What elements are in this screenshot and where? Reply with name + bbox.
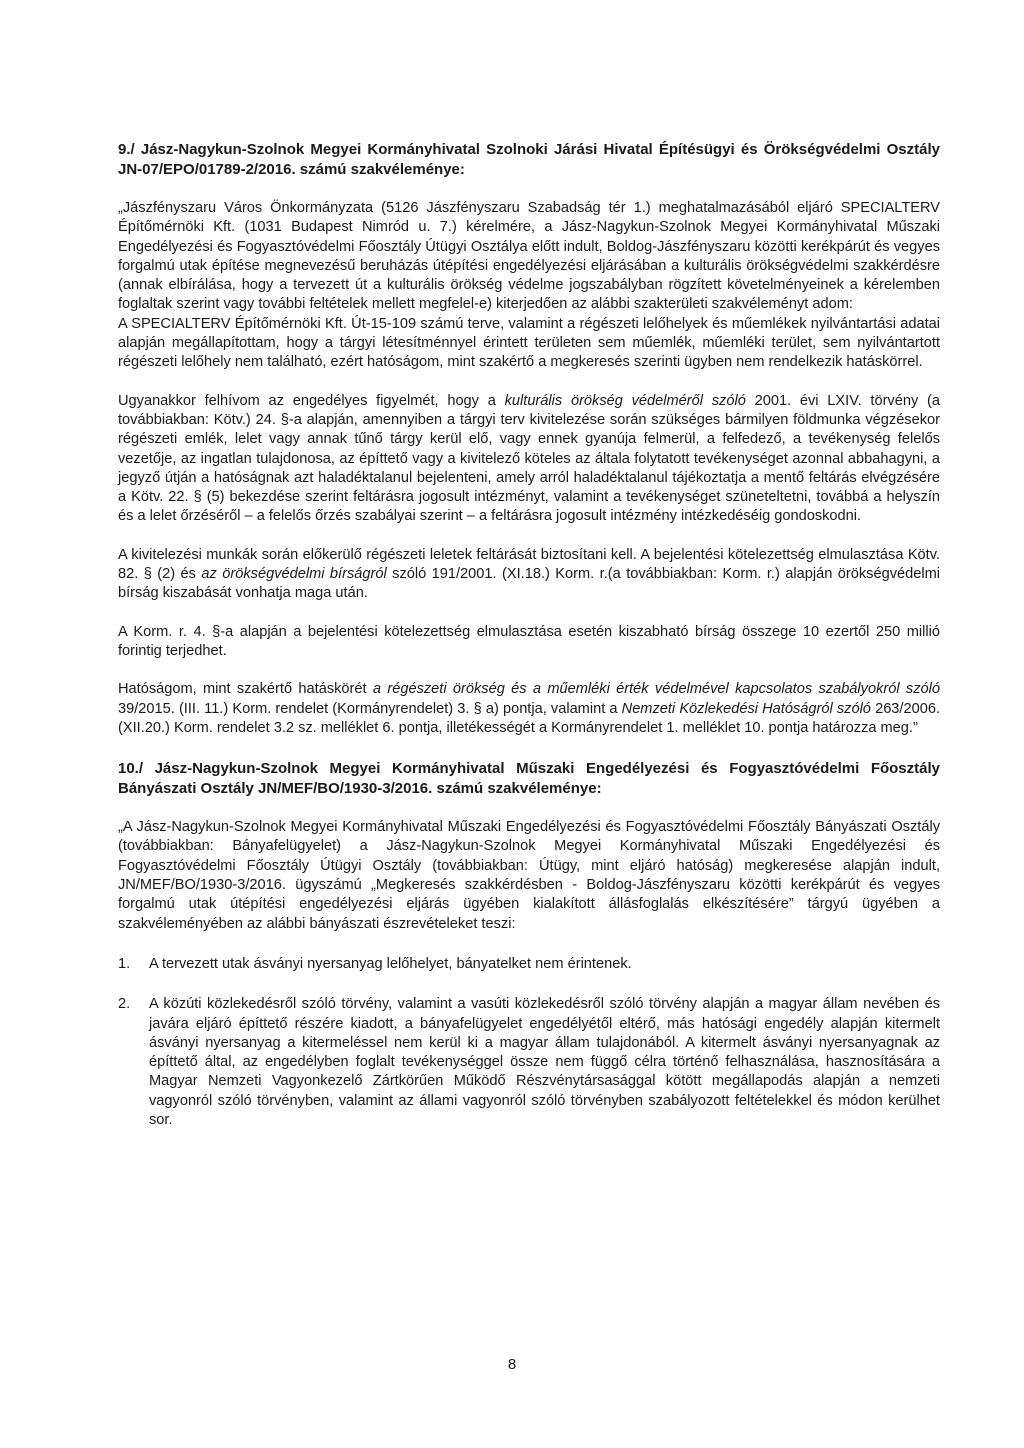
- list-item-text: A közúti közlekedésről szóló törvény, valamint a vasúti közlekedésről szóló törvény alapján a magyar állam nevében és javára eljáró építtető részére kiadott, a bányafelügyelet engedélyétől eltérő, más hatósági engedély alapján kitermelt ásványi nyersanyag a kitermeléssel nem kerül ki a magyar állam tulajdonából. A kitermelt ásványi nyersanyagnak az építtető által, az engedélyben foglalt tevékenységgel össze nem függő célra történő felhasználása, hasznosítására a Magyar Nemzeti Vagyonkezelő Zártkörűen Működő Részvénytársasággal kötött megállapodás alapján a nemzeti vagyonról szóló törvényben, valamint az állami vagyonról szóló törvényben szabályozott feltételekkel és módon kerülhet sor.: [149, 996, 940, 1128]
- section-9-heading: 9./ Jász-Nagykun-Szolnok Megyei Kormányhivatal Szolnoki Járási Hivatal Építésügyi és Örökségvédelmi Osztály JN-07/EPO/01789-2/2016. számú szakvéleménye:: [118, 141, 940, 178]
- section-9-paragraph-1-text: „Jászfényszaru Város Önkormányzata (5126 Jászfényszaru Szabadság tér 1.) meghatalmazásából eljáró SPECIALTERV Építőmérnöki Kft. (1031 Budapest Nimród u. 7.) kérelmére, a Jász-Nagykun-Szolnok Megyei Kormányhivatal Műszaki Engedélyezési és Fogyasztóvédelmi Főosztály Útügyi Osztálya előtt indult, Boldog-Jászfényszaru közötti kerékpárút és vegyes forgalmú utak építése megnevezésű beruházás útépítési engedélyezési eljárásában a kulturális örökségvédelmi szakkérdésre (annak elbírálása, hogy a tervezett út a kulturális örökség védelme jogszabályban rögzített követelményeinek a kérelemben foglaltak szerint vagy további feltételek mellett megfelel-e) kiterjedően az alábbi szakterületi szakvéleményt adom:: [118, 200, 940, 313]
- section-9-paragraph-1b-text: A SPECIALTERV Építőmérnöki Kft. Út-15-109 számú terve, valamint a régészeti lelőhelyek és műemlékek nyilvántartási adatai alapján megállapítottam, hogy a tárgyi létesítménnyel érintett területen sem műemlék, műemléki terület, sem nyilvántartott régészeti lelőhely nem található, ezért hatóságom, mint szakértő a megkeresés szerinti ügyben nem rendelkezik hatáskörrel.: [118, 315, 940, 371]
- section-10-heading: 10./ Jász-Nagykun-Szolnok Megyei Kormányhivatal Műszaki Engedélyezési és Fogyasztóvédelmi Főosztály Bányászati Osztály JN/MEF/BO/1930-3/2016. számú szakvéleménye:: [118, 760, 940, 797]
- section-9-paragraph-1: [118, 199, 940, 373]
- p2-text-b: 2001. évi LXIV. törvény (a továbbiakban: Kötv.) 24. §-a alapján, amennyiben a tárgyi terv kivitelezése során szükséges bármilyen földmunka végzésekor régészeti emlék, lelet vagy annak tűnő tárgy kerül elő, vagy ennek gyanúja felmerül, a felfedező, a tevékenység felelős vezetője, az ingatlan tulajdonosa, az építtető vagy a kivitelező köteles az általa folytatott tevékenységet azonnal abbahagyni, a jegyző útján a hatóságnak azt haladéktalanul bejelenteni, amely arról haladéktalanul tájékoztatja a mentő feltárás elvégzésére a Kötv. 22. § (5) bekezdése szerint feltárásra jogosult intézményt, valamint a tevékenységet szüneteltetni, továbbá a helyszín és a lelet őrzéséről – a felelős őrzés szabályai szerint – a feltárásra jogosult intézmény intézkedéséig gondoskodni.: [118, 392, 940, 525]
- section-9-paragraph-5: [118, 680, 940, 738]
- list-item: [118, 995, 940, 1130]
- section-10-paragraph-1: „A Jász-Nagykun-Szolnok Megyei Kormányhivatal Műszaki Engedélyezési és Fogyasztóvédelmi Főosztály Bányászati Osztály (továbbiakban: Bányafelügyelet) a Jász-Nagykun-Szolnok Megyei Kormányhivatal Műszaki Engedélyezési és Fogyasztóvédelmi Főosztály Útügyi Osztály (továbbiakban: Útügy, mint eljáró hatóság) megkeresése alapján indult, JN/MEF/BO/1930-3/2016. ügyszámú „Megkeresés szakkérdésben - Boldog-Jászfényszaru közötti kerékpárút és vegyes forgalmú utak útépítési engedélyezési eljárás ügyében kialakított állásfoglalás elkészítésére” tárgyú ügyében a szakvéleményében az alábbi bányászati észrevételeket teszi:: [118, 819, 940, 932]
- p5-text-a: Hatóságom, mint szakértő hatáskörét: [118, 681, 373, 698]
- list-item-number: 2.: [118, 996, 131, 1013]
- p3-italic-law-title: az örökségvédelmi bírságról: [201, 566, 387, 583]
- p2-text-a: Ugyanakkor felhívom az engedélyes figyelmét, hogy a: [118, 392, 505, 409]
- p5-italic-law-title-2: Nemzeti Közlekedési Hatóságról szóló: [621, 700, 871, 717]
- list-item: [118, 955, 940, 974]
- list-item-text: A tervezett utak ásványi nyersanyag lelőhelyet, bányatelket nem érintenek.: [149, 955, 632, 972]
- page-number: 8: [507, 1356, 517, 1373]
- p2-italic-law-title: kulturális örökség védelméről szóló: [504, 392, 746, 409]
- p3-text-b: szóló 191/2001. (XI.18.) Korm. r.(a továbbiakban: Korm. r.) alapján örökségvédelmi bírság kiszabását vonhatja maga után.: [118, 566, 940, 602]
- p5-text-b: 39/2015. (III. 11.) Korm. rendelet (Kormányrendelet) 3. § a) pontja, valamint a: [118, 700, 622, 717]
- p5-text-c: 263/2006. (XII.20.) Korm. rendelet 3.2 sz. melléklet 6. pontja, illetékességét a Kormányrendelet 1. melléklet 10. pontja határozza meg.”: [118, 700, 940, 736]
- section-9-paragraph-3: [118, 546, 940, 604]
- list-item-number: 1.: [118, 955, 131, 972]
- p5-italic-law-title-1: a régészeti örökség és a műemléki érték védelmével kapcsolatos szabályokról szóló: [372, 681, 940, 698]
- section-9-paragraph-2: [118, 392, 940, 527]
- document-page: [118, 140, 940, 1130]
- bullet-list: [118, 955, 940, 1130]
- p3-text-a: A kivitelezési munkák során előkerülő régészeti leletek feltárását biztosítani kell. A bejelentési kötelezettség elmulasztása Kötv. 82. § (2) és: [118, 546, 940, 583]
- section-9-paragraph-4: A Korm. r. 4. §-a alapján a bejelentési kötelezettség elmulasztása esetén kiszabható bírság összege 10 ezertől 250 millió forintig terjedhet.: [118, 623, 940, 659]
